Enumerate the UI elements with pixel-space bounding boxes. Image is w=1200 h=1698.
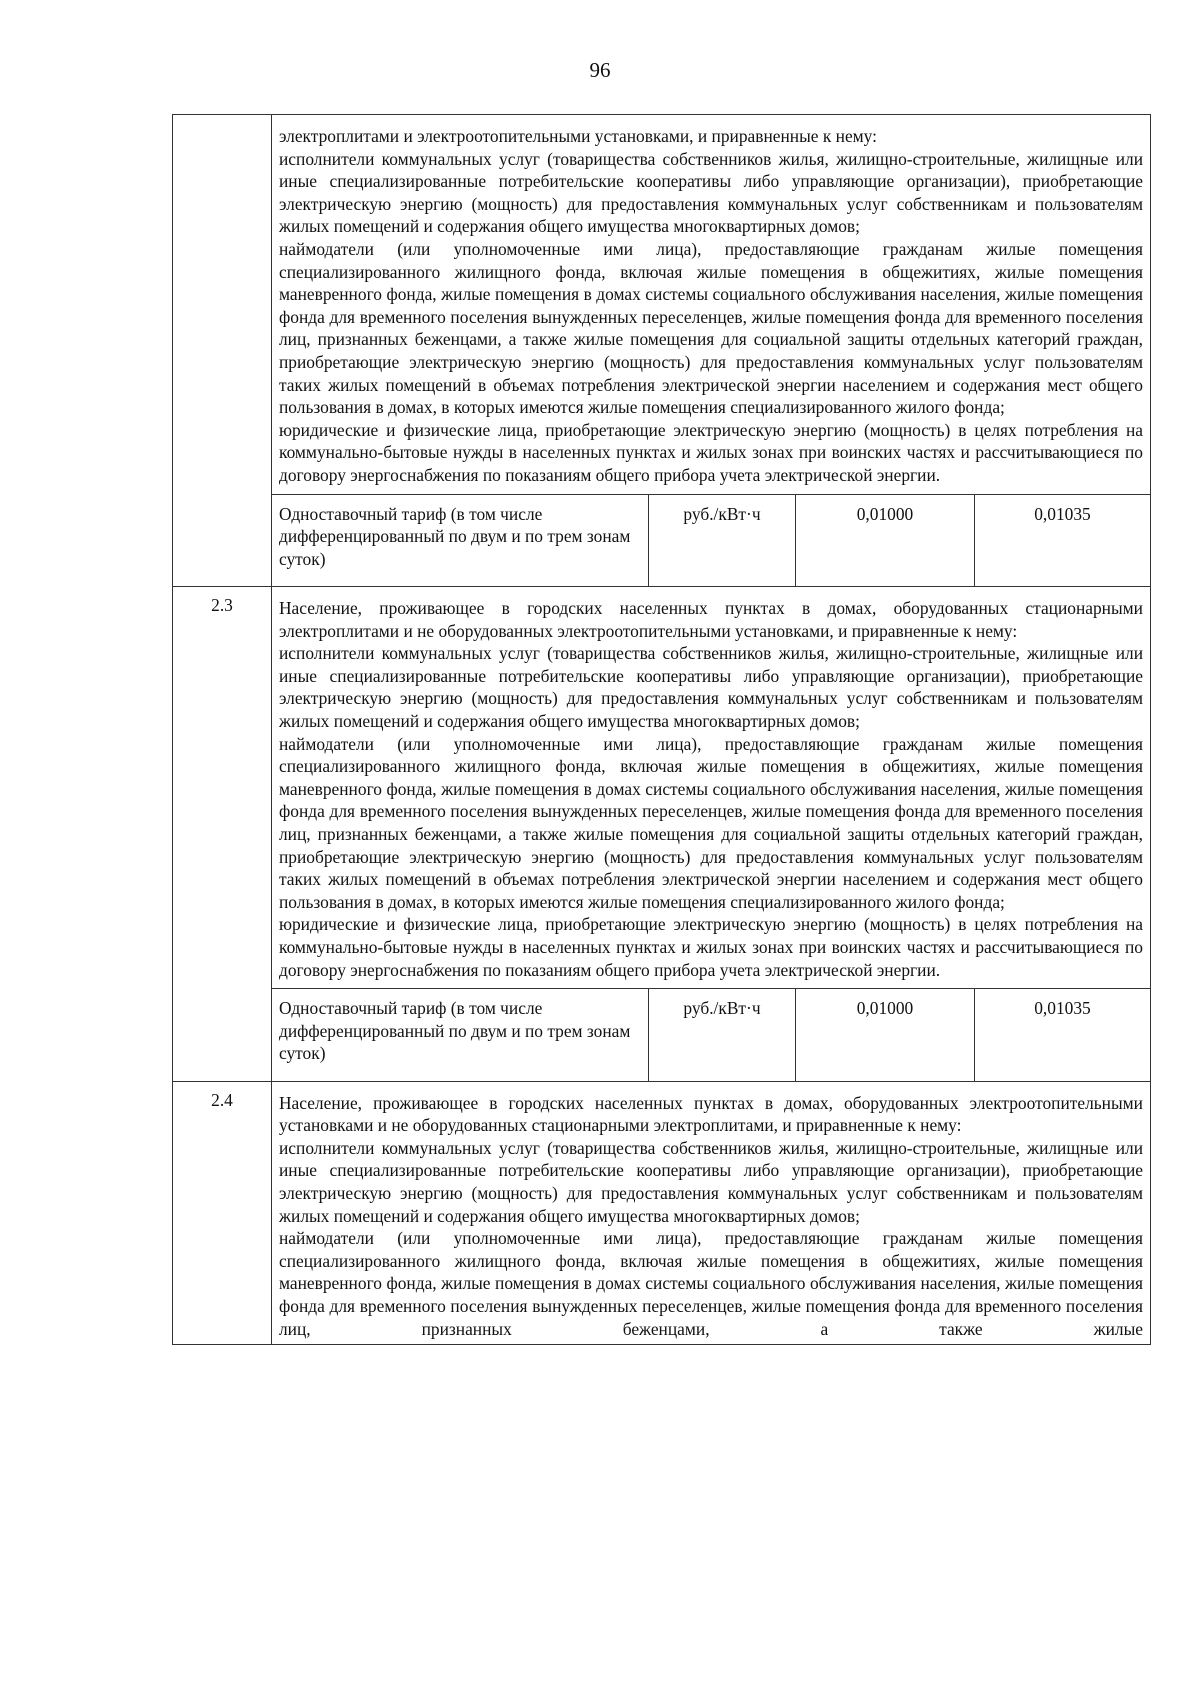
tariff-row <box>272 494 1150 586</box>
tariff-subtable <box>272 988 1150 1081</box>
table-row <box>173 1081 1151 1345</box>
row-content-cell <box>272 587 1151 1082</box>
tariff-row <box>272 989 1150 1081</box>
category-description <box>272 587 1150 988</box>
tariff-name: Одноставочный тариф (в том числе дифференцированный по двум и по трем зонам суток) <box>272 494 649 586</box>
row-number-cell <box>173 115 272 587</box>
description-paragraph: исполнители коммунальных услуг (товарищества собственников жилья, жилищно-строительные, жилищные или иные специализированные потребительские кооперативы либо управляющие организации), приобретающие электрическую энергию (мощность) для предоставления коммунальных услуг собственникам и пользователям жилых помещений и содержания общего имущества многоквартирных домов; <box>279 148 1143 237</box>
description-paragraph: исполнители коммунальных услуг (товарищества собственников жилья, жилищно-строительные, жилищные или иные специализированные потребительские кооперативы либо управляющие организации), приобретающие электрическую энергию (мощность) для предоставления коммунальных услуг собственникам и пользователям жилых помещений и содержания общего имущества многоквартирных домов; <box>279 643 1143 731</box>
description-paragraph: наймодатели (или уполномоченные ими лица), предоставляющие гражданам жилые помещения специализированного жилищного фонда, включая жилые помещения в общежитиях, жилые помещения маневренного фонда, жилые помещения в домах системы социального обслуживания населения, жилые помещения фонда для временного поселения вынужденных переселенцев, жилые помещения фонда для временного поселения лиц, признанных беженцами, а также жилые <box>279 1228 1143 1339</box>
tariff-value-first-half: 0,01000 <box>796 989 975 1081</box>
description-paragraph: исполнители коммунальных услуг (товарищества собственников жилья, жилищно-строительные, жилищные или иные специализированные потребительские кооперативы либо управляющие организации), приобретающие электрическую энергию (мощность) для предоставления коммунальных услуг собственникам и пользователям жилых помещений и содержания общего имущества многоквартирных домов; <box>279 1137 1143 1226</box>
row-number-cell: 2.3 <box>173 587 272 1082</box>
tariff-name: Одноставочный тариф (в том числе дифференцированный по двум и по трем зонам суток) <box>272 989 649 1081</box>
tariff-value-second-half: 0,01035 <box>975 494 1151 586</box>
description-paragraph: юридические и физические лица, приобретающие электрическую энергию (мощность) в целях потребления на коммунально-бытовые нужды в населенных пунктах и жилых зонах при воинских частях и рассчитывающиеся по договору энергоснабжения по показаниям общего прибора учета электрической энергии. <box>279 419 1143 485</box>
tariff-value-second-half: 0,01035 <box>975 989 1151 1081</box>
tariff-value-first-half: 0,01000 <box>796 494 975 586</box>
category-description <box>272 1082 1150 1345</box>
description-paragraph: Население, проживающее в городских населенных пунктах в домах, оборудованных стационарными электроплитами и не оборудованных электроотопительными установками, и приравненные к нему: <box>279 598 1143 641</box>
tariff-unit: руб./кВт·ч <box>649 494 796 586</box>
table-row <box>173 587 1151 1082</box>
tariff-subtable <box>272 494 1150 587</box>
row-content-cell <box>272 115 1151 587</box>
description-paragraph: юридические и физические лица, приобретающие электрическую энергию (мощность) в целях потребления на коммунально-бытовые нужды в населенных пунктах и жилых зонах при воинских частях и рассчитывающиеся по договору энергоснабжения по показаниям общего прибора учета электрической энергии. <box>279 914 1143 980</box>
row-content-cell <box>272 1081 1151 1345</box>
table-row <box>173 115 1151 587</box>
page-number: 96 <box>589 58 611 82</box>
description-paragraph: наймодатели (или уполномоченные ими лица), предоставляющие гражданам жилые помещения специализированного жилищного фонда, включая жилые помещения в общежитиях, жилые помещения маневренного фонда, жилые помещения в домах системы социального обслуживания населения, жилые помещения фонда для временного поселения вынужденных переселенцев, жилые помещения фонда для временного поселения лиц, признанных беженцами, а также жилые помещения для социальной защиты отдельных категорий граждан, приобретающие электрическую энергию (мощность) для предоставления коммунальных услуг пользователям таких жилых помещений в объемах потребления электрической энергии населением и содержания мест общего пользования в домах, в которых имеются жилые помещения специализированного жилого фонда; <box>279 238 1143 418</box>
description-paragraph: электроплитами и электроотопительными установками, и приравненные к нему: <box>279 126 877 146</box>
tariff-unit: руб./кВт·ч <box>649 989 796 1081</box>
category-description <box>272 115 1150 494</box>
tariff-table <box>172 114 1151 1345</box>
row-number-cell: 2.4 <box>173 1081 272 1345</box>
description-paragraph: Население, проживающее в городских населенных пунктах в домах, оборудованных электроотопительными установками и не оборудованных стационарными электроплитами, и приравненные к нему: <box>279 1092 1143 1136</box>
description-paragraph: наймодатели (или уполномоченные ими лица), предоставляющие гражданам жилые помещения специализированного жилищного фонда, включая жилые помещения в общежитиях, жилые помещения маневренного фонда, жилые помещения в домах системы социального обслуживания населения, жилые помещения фонда для временного поселения вынужденных переселенцев, жилые помещения фонда для временного поселения лиц, признанных беженцами, а также жилые помещения для социальной защиты отдельных категорий граждан, приобретающие электрическую энергию (мощность) для предоставления коммунальных услуг пользователям таких жилых помещений в объемах потребления электрической энергии населением и содержания мест общего пользования в домах, в которых имеются жилые помещения специализированного жилого фонда; <box>279 733 1143 912</box>
